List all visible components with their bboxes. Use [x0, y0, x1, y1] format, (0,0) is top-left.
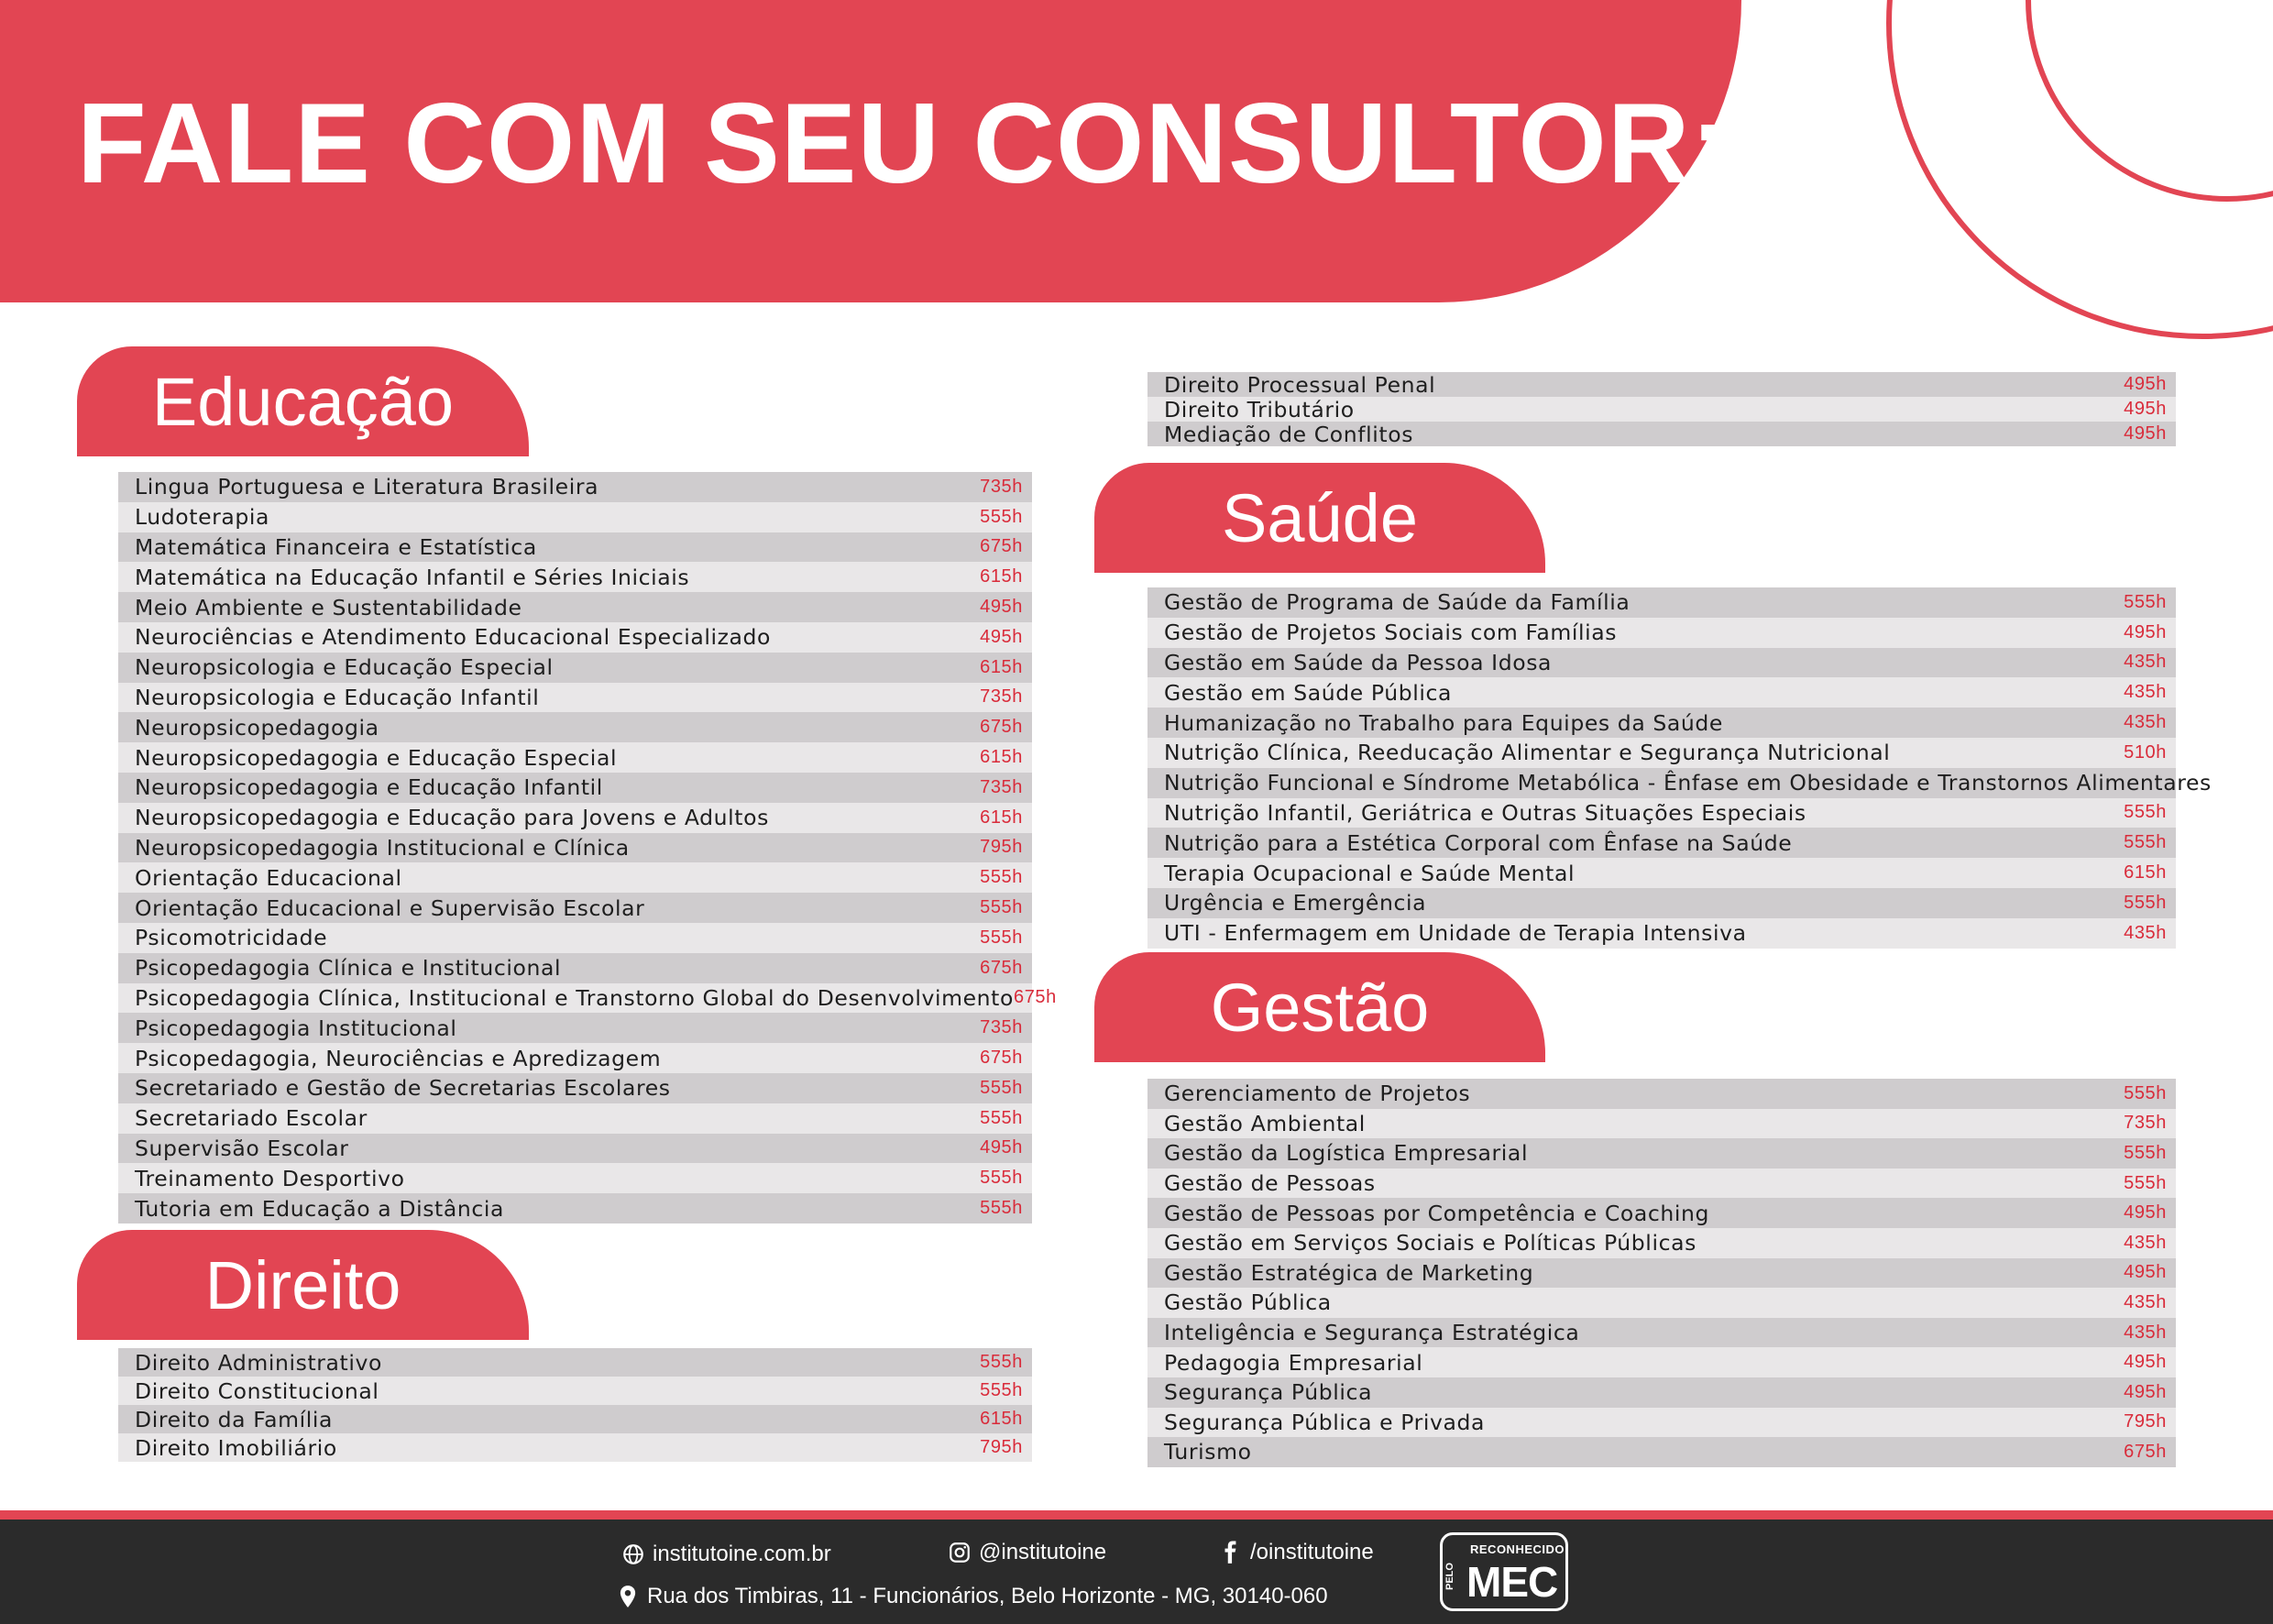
course-row — [118, 653, 1032, 683]
footer-accent-line — [0, 1510, 2273, 1520]
course-name: Gestão da Logística Empresarial — [1164, 1140, 1529, 1167]
course-row — [1147, 618, 2176, 648]
globe-icon — [621, 1542, 645, 1566]
course-list-saude — [1147, 587, 2212, 949]
course-name: Orientação Educacional — [135, 864, 402, 891]
course-hours: 495h — [2124, 399, 2167, 419]
course-name: Nutrição Funcional e Síndrome Metabólica - Ênfase em Obesidade e Transtornos Alimentares — [1164, 770, 2212, 796]
course-row — [1147, 768, 2212, 798]
course-list-direito-continued — [1147, 372, 2176, 446]
course-hours: 795h — [2124, 1411, 2167, 1432]
course-name: Supervisão Escolar — [135, 1135, 349, 1161]
section-tab-saude: Saúde — [1094, 463, 1545, 573]
course-row — [118, 773, 1032, 803]
course-row — [1147, 587, 2176, 618]
facebook-icon — [1219, 1541, 1243, 1564]
course-name: Direito Constitucional — [135, 1377, 379, 1404]
course-row — [1147, 1109, 2176, 1139]
course-list-educacao — [118, 472, 1057, 1223]
course-name: UTI - Enfermagem em Unidade de Terapia Intensiva — [1164, 920, 1747, 947]
section-tab-educacao: Educação — [77, 346, 529, 456]
course-hours: 555h — [980, 1107, 1023, 1128]
course-row — [1147, 1318, 2176, 1348]
course-name: Secretariado Escolar — [135, 1105, 368, 1132]
section-tab-direito: Direito — [77, 1230, 529, 1340]
course-row — [1147, 1377, 2176, 1408]
course-name: Neuropsicopedagogia e Educação para Jovens e Adultos — [135, 805, 769, 831]
course-row — [1147, 1258, 2176, 1289]
address-text: Rua dos Timbiras, 11 - Funcionários, Belo Horizonte - MG, 30140-060 — [647, 1584, 1328, 1608]
course-row — [1147, 1169, 2176, 1199]
course-hours: 735h — [2124, 1113, 2167, 1134]
footer-address — [616, 1584, 1328, 1609]
facebook-text: /oinstitutoine — [1250, 1540, 1374, 1564]
course-row — [118, 742, 1032, 773]
course-name: Turismo — [1164, 1439, 1252, 1465]
course-list-gestao — [1147, 1079, 2176, 1467]
course-name: Neurociências e Atendimento Educacional Especializado — [135, 624, 772, 651]
course-name: Pedagogia Empresarial — [1164, 1349, 1423, 1376]
course-row — [1147, 422, 2176, 446]
course-hours: 675h — [980, 1048, 1023, 1069]
course-name: Neuropsicologia e Educação Infantil — [135, 684, 540, 710]
course-row — [1147, 1408, 2176, 1438]
course-name: Neuropsicologia e Educação Especial — [135, 654, 554, 681]
course-hours: 675h — [980, 957, 1023, 978]
course-name: Gestão de Programa de Saúde da Família — [1164, 589, 1631, 616]
footer-facebook[interactable] — [1219, 1540, 1374, 1565]
course-row — [1147, 648, 2176, 678]
course-hours: 615h — [980, 807, 1023, 828]
course-hours: 615h — [980, 566, 1023, 587]
course-hours: 735h — [980, 476, 1023, 497]
course-name: Mediação de Conflitos — [1164, 421, 1414, 447]
course-hours: 555h — [980, 1077, 1023, 1098]
course-hours: 495h — [2124, 621, 2167, 642]
course-name: Matemática na Educação Infantil e Séries Iniciais — [135, 564, 690, 590]
course-row — [118, 712, 1032, 742]
course-hours: 555h — [2124, 1172, 2167, 1193]
course-row — [1147, 1138, 2176, 1169]
course-hours: 495h — [2124, 1381, 2167, 1402]
course-row — [1147, 1228, 2176, 1258]
course-hours: 555h — [980, 927, 1023, 948]
course-row — [118, 1405, 1032, 1433]
course-hours: 435h — [2124, 1291, 2167, 1312]
course-name: Neuropsicopedagogia e Educação Especial — [135, 744, 618, 771]
course-row — [118, 592, 1032, 622]
course-row — [1147, 828, 2176, 858]
course-hours: 675h — [2124, 1441, 2167, 1462]
course-hours: 555h — [2124, 591, 2167, 612]
course-hours: 795h — [980, 837, 1023, 858]
course-row — [1147, 738, 2176, 768]
course-name: Segurança Pública — [1164, 1379, 1373, 1406]
course-name: Orientação Educacional e Supervisão Escolar — [135, 894, 645, 921]
course-row — [1147, 372, 2176, 397]
mec-badge-top: RECONHECIDO — [1470, 1542, 1565, 1556]
course-name: Psicopedagogia Clínica e Institucional — [135, 955, 562, 982]
course-name: Psicomotricidade — [135, 925, 328, 951]
instagram-text: @institutoine — [979, 1540, 1107, 1564]
course-hours: 495h — [2124, 1202, 2167, 1223]
course-name: Matemática Financeira e Estatística — [135, 533, 537, 560]
course-hours: 555h — [980, 867, 1023, 888]
course-name: Psicopedagogia Clínica, Institucional e Transtorno Global do Desenvolvimento — [135, 984, 1014, 1011]
course-row — [118, 953, 1032, 983]
course-hours: 495h — [2124, 1262, 2167, 1283]
course-name: Neuropsicopedagogia Institucional e Clínica — [135, 834, 630, 861]
course-hours: 435h — [2124, 712, 2167, 733]
course-name: Neuropsicopedagogia — [135, 714, 379, 741]
course-hours: 555h — [2124, 802, 2167, 823]
course-name: Gestão em Saúde da Pessoa Idosa — [1164, 649, 1553, 675]
mec-badge — [1440, 1532, 1568, 1611]
course-hours: 615h — [980, 656, 1023, 677]
course-row — [118, 1103, 1032, 1134]
location-pin-icon — [616, 1585, 640, 1608]
course-row — [1147, 1198, 2176, 1228]
course-name: Direito Administrativo — [135, 1349, 382, 1376]
course-hours: 495h — [2124, 1352, 2167, 1373]
course-hours: 435h — [2124, 1322, 2167, 1343]
course-name: Neuropsicopedagogia e Educação Infantil — [135, 774, 603, 801]
course-row — [118, 622, 1032, 653]
course-row — [118, 1043, 1032, 1073]
website-text: institutoine.com.br — [653, 1542, 831, 1566]
course-name: Gestão de Projetos Sociais com Famílias — [1164, 620, 1618, 646]
course-name: Secretariado e Gestão de Secretarias Escolares — [135, 1075, 671, 1102]
course-hours: 495h — [2124, 423, 2167, 444]
course-hours: 435h — [2124, 922, 2167, 943]
course-hours: 495h — [980, 1137, 1023, 1158]
course-hours: 735h — [980, 776, 1023, 797]
course-row — [1147, 1437, 2176, 1467]
course-row — [118, 833, 1032, 863]
course-row — [118, 1377, 1032, 1405]
course-name: Nutrição Clínica, Reeducação Alimentar e Segurança Nutricional — [1164, 740, 1891, 766]
course-name: Nutrição para a Estética Corporal com Ênfase na Saúde — [1164, 829, 1793, 856]
course-name: Gestão em Saúde Pública — [1164, 679, 1452, 706]
course-row — [118, 803, 1032, 833]
course-row — [1147, 1288, 2176, 1318]
course-name: Terapia Ocupacional e Saúde Mental — [1164, 860, 1576, 886]
course-hours: 615h — [980, 747, 1023, 768]
course-hours: 555h — [980, 1198, 1023, 1219]
course-row — [1147, 918, 2176, 949]
course-name: Direito Imobiliário — [135, 1434, 337, 1461]
course-row — [118, 472, 1032, 502]
course-hours: 675h — [980, 536, 1023, 557]
course-hours: 555h — [2124, 1142, 2167, 1163]
course-name: Nutrição Infantil, Geriátrica e Outras Situações Especiais — [1164, 799, 1806, 826]
course-hours: 735h — [980, 686, 1023, 708]
course-name: Gestão Estratégica de Marketing — [1164, 1259, 1534, 1286]
course-hours: 615h — [2124, 862, 2167, 883]
course-hours: 555h — [980, 506, 1023, 527]
course-hours: 555h — [980, 1168, 1023, 1189]
course-row — [1147, 1347, 2176, 1377]
course-row — [118, 1013, 1032, 1043]
course-name: Inteligência e Segurança Estratégica — [1164, 1320, 1580, 1346]
course-hours: 615h — [980, 1409, 1023, 1429]
course-hours: 495h — [2124, 374, 2167, 394]
course-row — [1147, 397, 2176, 422]
course-hours: 675h — [980, 717, 1023, 738]
course-name: Psicopedagogia Institucional — [135, 1015, 457, 1041]
course-hours: 555h — [2124, 1082, 2167, 1103]
mec-badge-side: PELO — [1444, 1563, 1455, 1590]
page-title: FALE COM SEU CONSULTOR: — [77, 81, 1729, 207]
course-list-direito — [118, 1348, 1032, 1462]
course-row — [118, 983, 1057, 1014]
course-row — [1147, 677, 2176, 708]
course-row — [118, 1348, 1032, 1377]
course-row — [1147, 708, 2176, 738]
course-row — [118, 562, 1032, 592]
course-name: Lingua Portuguesa e Literatura Brasileira — [135, 474, 599, 500]
course-hours: 555h — [980, 1352, 1023, 1372]
course-name: Treinamento Desportivo — [135, 1165, 405, 1191]
course-hours: 555h — [980, 1380, 1023, 1400]
course-row — [118, 1193, 1032, 1223]
course-hours: 795h — [980, 1437, 1023, 1457]
course-name: Direito Processual Penal — [1164, 371, 1436, 398]
course-hours: 495h — [980, 626, 1023, 647]
course-row — [118, 502, 1032, 532]
course-name: Humanização no Trabalho para Equipes da Saúde — [1164, 709, 1723, 736]
course-row — [1147, 888, 2176, 918]
course-row — [1147, 858, 2176, 888]
course-hours: 435h — [2124, 1232, 2167, 1253]
course-row — [118, 893, 1032, 923]
course-hours: 675h — [1013, 987, 1057, 1008]
course-name: Direito da Família — [135, 1406, 334, 1432]
course-hours: 435h — [2124, 682, 2167, 703]
course-name: Gestão em Serviços Sociais e Políticas Públicas — [1164, 1230, 1697, 1256]
footer-instagram[interactable] — [948, 1540, 1106, 1565]
course-name: Ludoterapia — [135, 504, 270, 531]
course-row — [1147, 798, 2176, 828]
course-hours: 495h — [980, 597, 1023, 618]
course-row — [118, 923, 1032, 953]
course-name: Urgência e Emergência — [1164, 890, 1427, 916]
course-row — [118, 862, 1032, 893]
course-hours: 555h — [2124, 892, 2167, 913]
course-name: Gestão Pública — [1164, 1289, 1332, 1316]
course-row — [1147, 1079, 2176, 1109]
course-name: Gerenciamento de Projetos — [1164, 1081, 1471, 1107]
course-name: Gestão de Pessoas por Competência e Coaching — [1164, 1200, 1710, 1226]
mec-badge-main: MEC — [1466, 1558, 1558, 1606]
course-name: Psicopedagogia, Neurociências e Apredizagem — [135, 1045, 662, 1071]
course-name: Gestão Ambiental — [1164, 1110, 1366, 1136]
course-row — [118, 532, 1032, 563]
course-row — [118, 1073, 1032, 1103]
course-hours: 435h — [2124, 652, 2167, 673]
section-tab-gestao: Gestão — [1094, 952, 1545, 1062]
course-hours: 510h — [2124, 741, 2167, 763]
course-name: Gestão de Pessoas — [1164, 1170, 1376, 1197]
instagram-icon — [948, 1541, 972, 1564]
course-row — [118, 683, 1032, 713]
course-row — [118, 1134, 1032, 1164]
footer-website[interactable] — [621, 1542, 831, 1567]
course-row — [118, 1433, 1032, 1462]
course-name: Direito Tributário — [1164, 396, 1355, 422]
course-hours: 735h — [980, 1017, 1023, 1038]
course-name: Segurança Pública e Privada — [1164, 1409, 1486, 1435]
course-name: Meio Ambiente e Sustentabilidade — [135, 594, 522, 620]
course-hours: 555h — [980, 897, 1023, 918]
course-name: Tutoria em Educação a Distância — [135, 1195, 504, 1222]
course-hours: 555h — [2124, 832, 2167, 853]
course-row — [118, 1163, 1032, 1193]
